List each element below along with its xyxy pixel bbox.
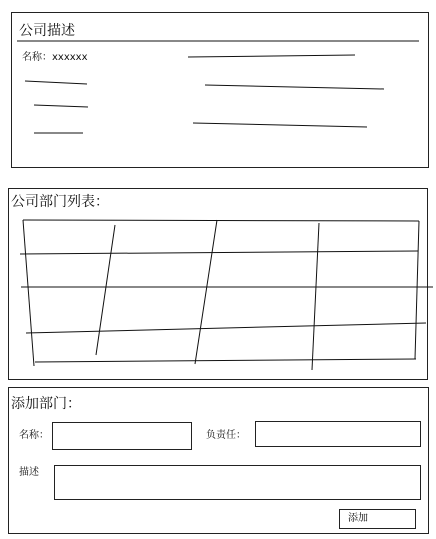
table-column-line xyxy=(195,220,217,364)
add-department-button[interactable]: 添加 xyxy=(339,509,416,529)
department-name-label: 名称： xyxy=(19,430,49,441)
table-row-line xyxy=(35,359,416,362)
department-name-input[interactable] xyxy=(52,422,192,450)
company-description-title: 公司描述 xyxy=(19,23,75,39)
department-table-sketch xyxy=(9,189,429,381)
table-row-line xyxy=(23,220,419,221)
company-name-value: xxxxxx xyxy=(52,52,88,63)
table-column-line xyxy=(312,223,319,370)
placeholder-line xyxy=(193,123,367,127)
placeholder-line xyxy=(188,55,355,57)
placeholder-line xyxy=(34,105,88,107)
table-column-line xyxy=(415,221,419,359)
department-list-title: 公司部门列表： xyxy=(11,194,109,210)
table-column-line xyxy=(96,225,115,355)
company-description-sketch-lines xyxy=(12,13,430,169)
table-row-line xyxy=(20,251,418,254)
table-column-line xyxy=(23,220,34,366)
placeholder-line xyxy=(205,85,384,89)
department-owner-input[interactable] xyxy=(255,421,421,447)
department-description-input[interactable] xyxy=(54,465,421,500)
add-department-title: 添加部门： xyxy=(11,396,81,412)
company-name-label: 名称： xyxy=(22,52,52,63)
company-description-panel xyxy=(11,12,429,168)
add-department-panel xyxy=(8,387,429,534)
department-owner-label: 负责任： xyxy=(206,430,246,441)
department-list-panel xyxy=(8,188,428,380)
department-description-label: 描述 xyxy=(19,467,39,478)
table-row-line xyxy=(26,323,426,333)
placeholder-line xyxy=(25,81,87,84)
